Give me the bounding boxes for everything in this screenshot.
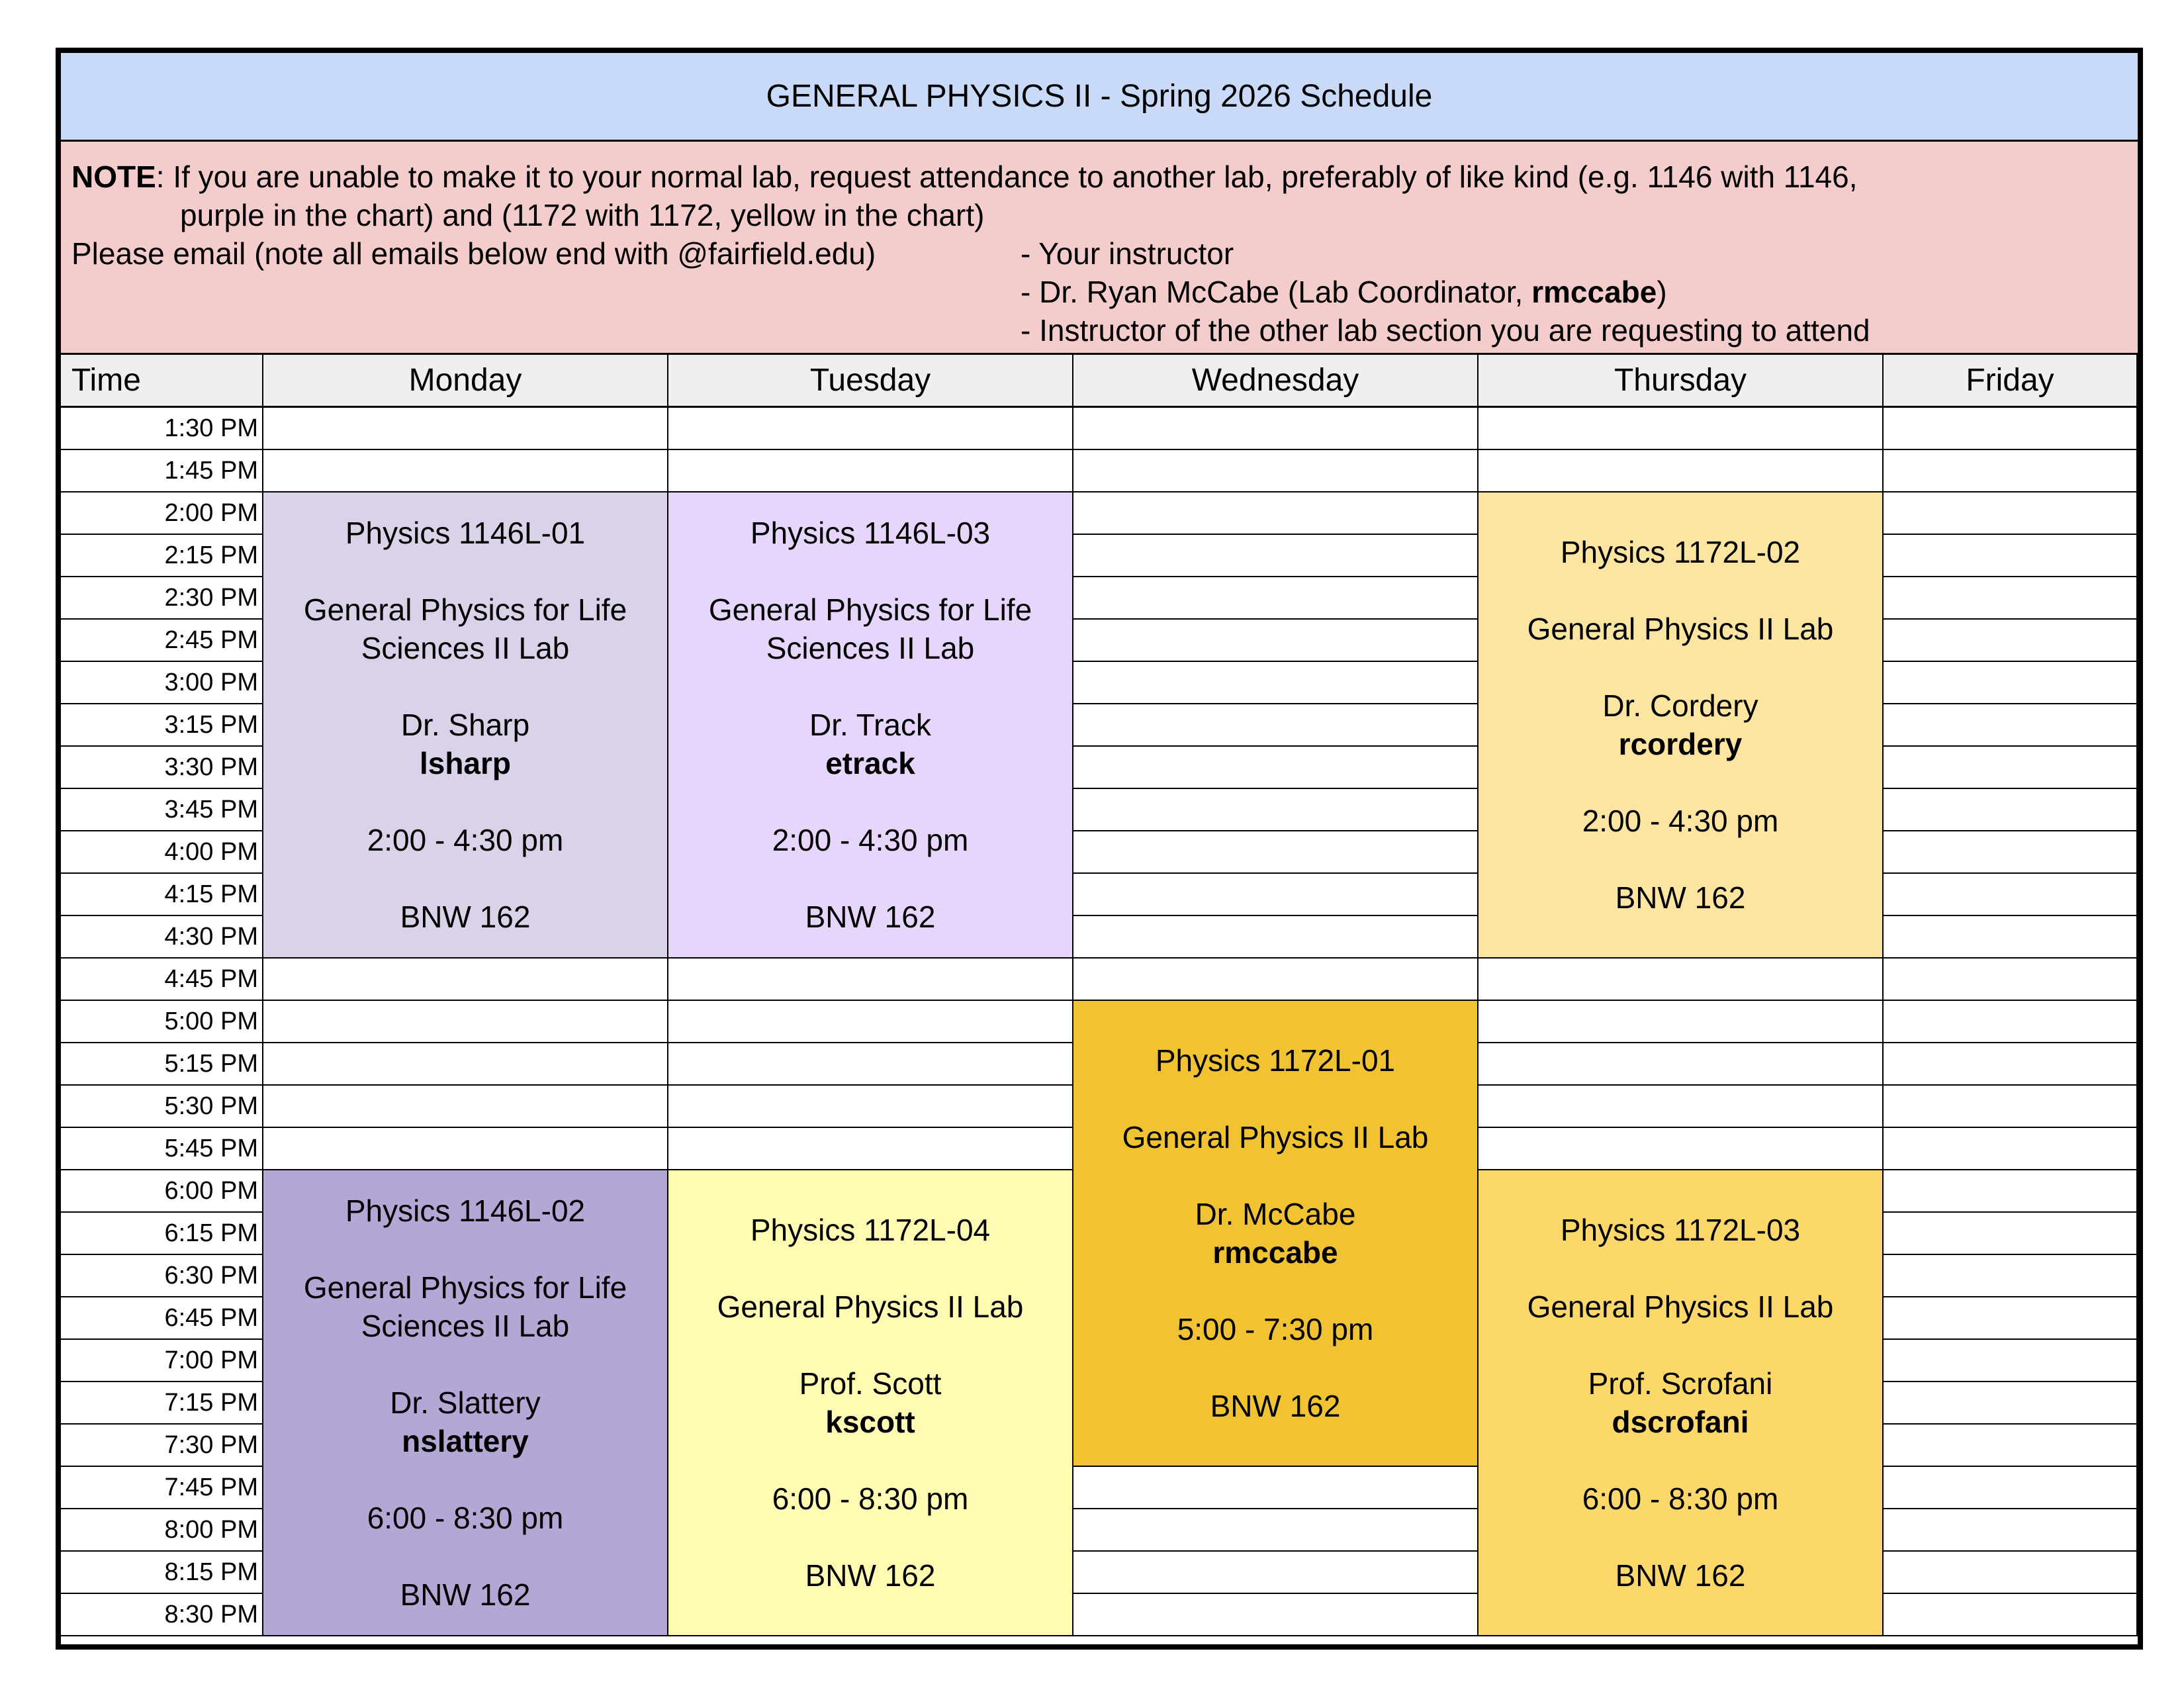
empty-slot-thursday — [1479, 1043, 1884, 1086]
lab-course-line: General Physics for Life — [303, 592, 627, 627]
lab-instructor-id: rmccabe — [1212, 1235, 1338, 1270]
empty-slot-thursday — [1479, 450, 1884, 492]
empty-slot-wednesday — [1073, 662, 1479, 704]
header-thursday: Thursday — [1479, 355, 1884, 408]
empty-slot-wednesday — [1073, 1509, 1479, 1552]
lab-instructor: Prof. Scott — [799, 1366, 942, 1401]
lab-instructor-id: kscott — [825, 1405, 915, 1439]
lab-room: BNW 162 — [1210, 1389, 1341, 1423]
empty-slot-friday — [1884, 577, 2138, 620]
time-cell: 2:15 PM — [61, 535, 263, 577]
time-cell: 3:15 PM — [61, 704, 263, 747]
lab-course-line: Sciences II Lab — [766, 631, 975, 665]
time-cell: 5:45 PM — [61, 1128, 263, 1170]
lab-section: Physics 1146L-03 — [750, 516, 991, 550]
lab-block — [1479, 1170, 1884, 1636]
lab-course-line: General Physics for Life — [708, 592, 1032, 627]
empty-slot-monday — [263, 1043, 668, 1086]
lab-time: 5:00 - 7:30 pm — [1177, 1312, 1374, 1346]
empty-slot-wednesday — [1073, 620, 1479, 662]
time-cell: 5:15 PM — [61, 1043, 263, 1086]
schedule-title: GENERAL PHYSICS II - Spring 2026 Schedule — [61, 53, 2138, 142]
lab-section: Physics 1172L-02 — [1560, 535, 1801, 569]
note-label: NOTE — [71, 160, 156, 194]
contact-other-instructor: - Instructor of the other lab section you are requesting to attend — [1021, 313, 1870, 348]
empty-slot-friday — [1884, 1594, 2138, 1636]
lab-instructor-id: dscrofani — [1612, 1405, 1749, 1439]
lab-instructor-id: rcordery — [1618, 727, 1743, 761]
empty-slot-thursday — [1479, 959, 1884, 1001]
lab-time: 6:00 - 8:30 pm — [367, 1501, 564, 1535]
empty-slot-wednesday — [1073, 789, 1479, 831]
empty-slot-wednesday — [1073, 450, 1479, 492]
contact-coordinator-close: ) — [1657, 275, 1667, 309]
empty-slot-tuesday — [668, 1128, 1073, 1170]
note-line-2: purple in the chart) and (1172 with 1172, yellow in the chart) — [180, 198, 985, 232]
contact-coordinator — [1021, 273, 1667, 311]
lab-section: Physics 1172L-04 — [750, 1213, 991, 1247]
empty-slot-friday — [1884, 620, 2138, 662]
time-cell: 4:30 PM — [61, 916, 263, 959]
contact-instructor: - Your instructor — [1021, 236, 1234, 271]
lab-room: BNW 162 — [1615, 880, 1746, 915]
lab-time: 2:00 - 4:30 pm — [1582, 804, 1779, 838]
lab-instructor-id: etrack — [825, 746, 915, 780]
lab-instructor: Dr. McCabe — [1195, 1197, 1356, 1231]
empty-slot-wednesday — [1073, 1467, 1479, 1509]
schedule-grid — [61, 355, 2138, 1644]
lab-instructor: Dr. Slattery — [390, 1385, 541, 1420]
time-cell: 8:30 PM — [61, 1594, 263, 1636]
empty-slot-thursday — [1479, 1128, 1884, 1170]
lab-block — [1479, 492, 1884, 959]
empty-slot-monday — [263, 450, 668, 492]
lab-section: Physics 1146L-02 — [345, 1194, 586, 1228]
time-cell: 3:45 PM — [61, 789, 263, 831]
empty-slot-friday — [1884, 704, 2138, 747]
lab-time: 2:00 - 4:30 pm — [772, 823, 969, 857]
empty-slot-friday — [1884, 1255, 2138, 1297]
empty-slot-friday — [1884, 789, 2138, 831]
header-wednesday: Wednesday — [1073, 355, 1479, 408]
empty-slot-friday — [1884, 1467, 2138, 1509]
schedule-sheet — [56, 48, 2143, 1650]
time-cell: 2:00 PM — [61, 492, 263, 535]
empty-slot-tuesday — [668, 1086, 1073, 1128]
lab-instructor: Dr. Cordery — [1602, 688, 1758, 723]
empty-slot-monday — [263, 1001, 668, 1043]
lab-room: BNW 162 — [805, 1558, 936, 1593]
lab-section: Physics 1172L-03 — [1560, 1213, 1801, 1247]
note-text: : If you are unable to make it to your normal lab, request attendance to another lab, preferably of like kind (e.g. 1146 with 1146, — [156, 160, 1858, 194]
empty-slot-wednesday — [1073, 704, 1479, 747]
empty-slot-friday — [1884, 1128, 2138, 1170]
empty-slot-tuesday — [668, 1043, 1073, 1086]
lab-course-line: General Physics II Lab — [1527, 1289, 1834, 1324]
time-cell: 3:30 PM — [61, 747, 263, 789]
lab-course-line: Sciences II Lab — [361, 631, 570, 665]
time-cell: 2:30 PM — [61, 577, 263, 620]
lab-time: 6:00 - 8:30 pm — [772, 1481, 969, 1516]
header-friday: Friday — [1884, 355, 2138, 408]
coordinator-id: rmccabe — [1531, 275, 1657, 309]
empty-slot-friday — [1884, 1043, 2138, 1086]
empty-slot-friday — [1884, 408, 2138, 450]
lab-course-line: Sciences II Lab — [361, 1309, 570, 1343]
time-cell: 4:45 PM — [61, 959, 263, 1001]
time-cell: 1:45 PM — [61, 450, 263, 492]
lab-instructor: Prof. Scrofani — [1588, 1366, 1773, 1401]
empty-slot-wednesday — [1073, 1594, 1479, 1636]
empty-slot-monday — [263, 408, 668, 450]
lab-course-line: General Physics II Lab — [717, 1289, 1024, 1324]
empty-slot-friday — [1884, 1340, 2138, 1382]
time-cell: 5:30 PM — [61, 1086, 263, 1128]
lab-course-line: General Physics II Lab — [1527, 612, 1834, 646]
lab-block — [263, 492, 668, 959]
empty-slot-tuesday — [668, 959, 1073, 1001]
header-time: Time — [61, 355, 263, 408]
empty-slot-wednesday — [1073, 959, 1479, 1001]
empty-slot-friday — [1884, 874, 2138, 916]
time-cell: 4:00 PM — [61, 831, 263, 874]
time-cell: 7:45 PM — [61, 1467, 263, 1509]
lab-block — [668, 1170, 1073, 1636]
contact-coordinator-text: - Dr. Ryan McCabe (Lab Coordinator, — [1021, 275, 1532, 309]
empty-slot-thursday — [1479, 408, 1884, 450]
empty-slot-wednesday — [1073, 577, 1479, 620]
time-cell: 7:00 PM — [61, 1340, 263, 1382]
empty-slot-wednesday — [1073, 535, 1479, 577]
time-cell: 6:30 PM — [61, 1255, 263, 1297]
time-cell: 6:45 PM — [61, 1297, 263, 1340]
lab-instructor-id: lsharp — [419, 746, 512, 780]
lab-course-line: General Physics for Life — [303, 1270, 627, 1305]
note-box — [61, 142, 2138, 355]
lab-section: Physics 1146L-01 — [345, 516, 586, 550]
empty-slot-wednesday — [1073, 747, 1479, 789]
empty-slot-friday — [1884, 1382, 2138, 1425]
empty-slot-friday — [1884, 1509, 2138, 1552]
empty-slot-monday — [263, 1128, 668, 1170]
empty-slot-wednesday — [1073, 874, 1479, 916]
empty-slot-friday — [1884, 1552, 2138, 1594]
time-cell: 6:15 PM — [61, 1213, 263, 1255]
empty-slot-tuesday — [668, 408, 1073, 450]
empty-slot-friday — [1884, 450, 2138, 492]
empty-slot-friday — [1884, 1213, 2138, 1255]
lab-room: BNW 162 — [805, 900, 936, 934]
empty-slot-wednesday — [1073, 1552, 1479, 1594]
lab-time: 6:00 - 8:30 pm — [1582, 1481, 1779, 1516]
header-monday: Monday — [263, 355, 668, 408]
time-cell: 3:00 PM — [61, 662, 263, 704]
time-cell: 8:15 PM — [61, 1552, 263, 1594]
lab-block — [1073, 1001, 1479, 1467]
time-cell: 7:15 PM — [61, 1382, 263, 1425]
note-line-3: Please email (note all emails below end with @fairfield.edu) — [71, 236, 876, 271]
empty-slot-monday — [263, 1086, 668, 1128]
lab-time: 2:00 - 4:30 pm — [367, 823, 564, 857]
empty-slot-friday — [1884, 662, 2138, 704]
lab-room: BNW 162 — [400, 1577, 531, 1612]
empty-slot-friday — [1884, 492, 2138, 535]
empty-slot-friday — [1884, 831, 2138, 874]
empty-slot-friday — [1884, 916, 2138, 959]
time-cell: 6:00 PM — [61, 1170, 263, 1213]
time-cell: 2:45 PM — [61, 620, 263, 662]
note-line-1 — [71, 158, 1858, 196]
empty-slot-thursday — [1479, 1001, 1884, 1043]
time-cell: 8:00 PM — [61, 1509, 263, 1552]
empty-slot-thursday — [1479, 1086, 1884, 1128]
empty-slot-friday — [1884, 1001, 2138, 1043]
header-tuesday: Tuesday — [668, 355, 1073, 408]
empty-slot-friday — [1884, 959, 2138, 1001]
empty-slot-wednesday — [1073, 916, 1479, 959]
lab-room: BNW 162 — [1615, 1558, 1746, 1593]
empty-slot-monday — [263, 959, 668, 1001]
lab-section: Physics 1172L-01 — [1155, 1043, 1396, 1078]
lab-instructor: Dr. Sharp — [400, 708, 530, 742]
empty-slot-wednesday — [1073, 831, 1479, 874]
empty-slot-wednesday — [1073, 492, 1479, 535]
empty-slot-friday — [1884, 535, 2138, 577]
lab-room: BNW 162 — [400, 900, 531, 934]
empty-slot-friday — [1884, 1425, 2138, 1467]
time-cell: 7:30 PM — [61, 1425, 263, 1467]
time-cell: 4:15 PM — [61, 874, 263, 916]
lab-instructor-id: nslattery — [402, 1424, 529, 1458]
lab-course-line: General Physics II Lab — [1122, 1120, 1429, 1154]
empty-slot-friday — [1884, 1170, 2138, 1213]
time-cell: 1:30 PM — [61, 408, 263, 450]
empty-slot-friday — [1884, 1086, 2138, 1128]
empty-slot-friday — [1884, 747, 2138, 789]
empty-slot-wednesday — [1073, 408, 1479, 450]
empty-slot-tuesday — [668, 1001, 1073, 1043]
empty-slot-tuesday — [668, 450, 1073, 492]
lab-block — [263, 1170, 668, 1636]
lab-block — [668, 492, 1073, 959]
time-cell: 5:00 PM — [61, 1001, 263, 1043]
lab-instructor: Dr. Track — [809, 708, 932, 742]
empty-slot-friday — [1884, 1297, 2138, 1340]
